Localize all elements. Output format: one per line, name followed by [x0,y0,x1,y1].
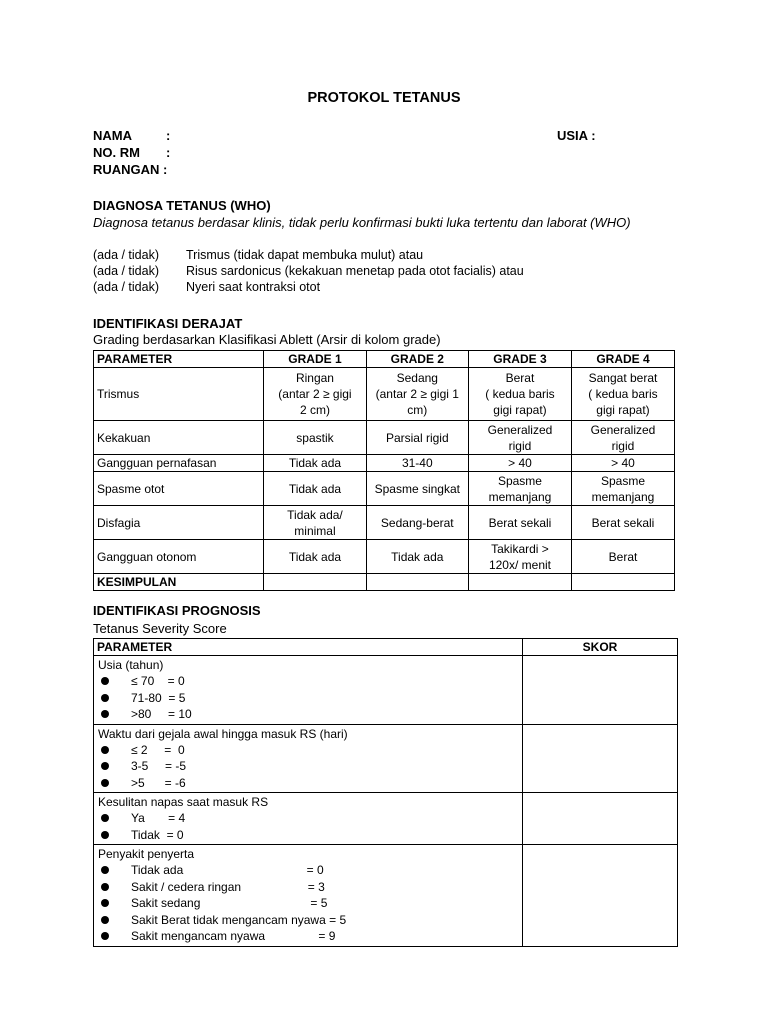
parameter-cell: Trismus [94,368,264,421]
option-item [98,862,518,879]
table-row [94,656,678,725]
bullet-icon [101,677,109,685]
option-text: ≤ 2 = 0 [131,742,185,757]
bullet-icon [101,746,109,754]
parameter-cell [94,656,523,725]
derajat-subheading: Grading berdasarkan Klasifikasi Ablett (Arsir di kolom grade) [93,332,441,347]
option-list [98,810,518,843]
diagnosa-note: Diagnosa tetanus berdasar klinis, tidak perlu konfirmasi bukti luka tertentu dan laborat (WHO) [93,215,631,230]
option-text: 3-5 = -5 [131,759,187,773]
parameter-cell: Spasme otot [94,472,264,506]
table-header-row [94,351,675,368]
grade-2-cell[interactable]: Spasme singkat [366,472,468,506]
document-title: PROTOKOL TETANUS [307,90,461,106]
grade-1-cell[interactable]: Ringan (antar 2 ≥ gigi 2 cm) [264,368,366,421]
field-usia-label: USIA : [557,128,596,143]
bullet-icon [101,932,109,940]
option-text: >80 = 10 [131,707,192,721]
skor-cell[interactable] [523,845,678,947]
field-no-rm-colon: : [166,145,171,160]
table-row [94,368,675,421]
option-text: ≤ 70 = 0 [131,674,185,688]
parameter-title: Kesulitan napas saat masuk RS [98,795,269,809]
grade-4-cell[interactable]: > 40 [571,455,674,472]
criteria-item [93,280,320,294]
option-list [98,862,518,945]
field-no-rm [93,145,170,160]
option-item [98,895,518,912]
parameter-title: Usia (tahun) [98,658,164,672]
grade-1-cell[interactable]: spastik [264,421,366,455]
grade-1-cell[interactable]: Tidak ada [264,455,366,472]
field-ruangan-label: RUANGAN : [93,162,168,177]
criteria-text: Nyeri saat kontraksi otot [186,280,321,294]
option-item [98,827,518,844]
grade-4-cell[interactable]: Sangat berat ( kedua baris gigi rapat) [571,368,674,421]
header-parameter: PARAMETER [94,351,264,368]
grade-3-cell[interactable]: Spasme memanjang [468,472,571,506]
parameter-cell: Disfagia [94,506,264,540]
parameter-cell: Gangguan otonom [94,540,264,574]
prognosis-heading: IDENTIFIKASI PROGNOSIS [93,603,261,618]
parameter-cell: Gangguan pernafasan [94,455,264,472]
table-row [94,472,675,506]
table-header-row [94,639,678,656]
field-nama-colon: : [166,128,171,143]
option-text: Ya = 4 [131,811,186,825]
criteria-text: Trismus (tidak dapat membuka mulut) atau [186,248,424,262]
bullet-icon [101,762,109,770]
header-skor: SKOR [523,639,678,656]
grade-2-cell[interactable]: Sedang (antar 2 ≥ gigi 1 cm) [366,368,468,421]
criteria-status: (ada / tidak) [93,248,160,262]
bullet-icon [101,899,109,907]
grade-4-cell[interactable]: Generalized rigid [571,421,674,455]
grade-3-cell[interactable]: Berat sekali [468,506,571,540]
grade-3-cell[interactable]: Generalized rigid [468,421,571,455]
option-text: Sakit sedang = 5 [131,896,328,910]
header-parameter: PARAMETER [94,639,523,656]
table-row [94,845,678,947]
option-text: Tidak = 0 [131,827,184,842]
conclusion-row [94,574,675,591]
criteria-status: (ada / tidak) [93,280,160,294]
option-text: 71-80 = 5 [131,690,186,705]
option-list [98,742,518,792]
option-text: Sakit / cedera ringan = 3 [131,879,325,894]
table-row [94,540,675,574]
parameter-cell: Kekakuan [94,421,264,455]
bullet-icon [101,866,109,874]
conclusion-cell-grade-1[interactable] [264,574,366,591]
table-row [94,455,675,472]
option-item [98,912,518,929]
grade-4-cell[interactable]: Berat [571,540,674,574]
header-grade-3: GRADE 3 [468,351,571,368]
header-grade-1: GRADE 1 [264,351,366,368]
option-item [98,690,518,707]
option-item [98,810,518,827]
field-nama [93,128,170,143]
skor-cell[interactable] [523,724,678,793]
parameter-title: Waktu dari gejala awal hingga masuk RS (hari) [98,726,348,741]
header-grade-2: GRADE 2 [366,351,468,368]
parameter-cell [94,724,523,793]
diagnosa-heading: DIAGNOSA TETANUS (WHO) [93,198,271,213]
table-row [94,793,678,845]
table-row [94,421,675,455]
grade-3-cell[interactable]: > 40 [468,455,571,472]
grade-1-cell[interactable]: Tidak ada/ minimal [264,506,366,540]
table-row [94,506,675,540]
grade-2-cell[interactable]: Tidak ada [366,540,468,574]
conclusion-cell-grade-4[interactable] [571,574,674,591]
option-item [98,775,518,792]
tetanus-severity-table [93,638,678,947]
conclusion-cell-grade-3[interactable] [468,574,571,591]
skor-cell[interactable] [523,656,678,725]
bullet-icon [101,779,109,787]
option-text: Sakit mengancam nyawa = 9 [131,929,336,943]
option-item [98,673,518,690]
option-list [98,673,518,723]
grade-2-cell[interactable]: Parsial rigid [366,421,468,455]
skor-cell[interactable] [523,793,678,845]
criteria-text: Risus sardonicus (kekakuan menetap pada otot facialis) atau [186,264,524,278]
option-text: Sakit Berat tidak mengancam nyawa = 5 [131,912,347,927]
option-item [98,758,518,775]
grade-1-cell[interactable]: Tidak ada [264,472,366,506]
option-item [98,742,518,759]
grade-3-cell[interactable]: Berat ( kedua baris gigi rapat) [468,368,571,421]
field-no-rm-label: NO. RM [93,145,140,160]
option-item [98,879,518,896]
option-item [98,928,518,945]
conclusion-cell-grade-2[interactable] [366,574,468,591]
field-ruangan [93,162,167,177]
derajat-heading: IDENTIFIKASI DERAJAT [93,316,243,331]
criteria-item [93,264,524,278]
parameter-cell [94,793,523,845]
prognosis-subheading: Tetanus Severity Score [93,621,227,636]
grade-2-cell[interactable]: 31-40 [366,455,468,472]
option-text: Tidak ada = 0 [131,863,324,877]
bullet-icon [101,814,109,822]
parameter-title: Penyakit penyerta [98,847,195,861]
option-item [98,706,518,723]
conclusion-label: KESIMPULAN [94,574,264,591]
table-row [94,724,678,793]
ablett-grade-table [93,350,675,591]
grade-4-cell[interactable]: Berat sekali [571,506,674,540]
grade-1-cell[interactable]: Tidak ada [264,540,366,574]
option-text: >5 = -6 [131,775,186,790]
bullet-icon [101,883,109,891]
parameter-cell [94,845,523,947]
criteria-status: (ada / tidak) [93,264,160,278]
field-nama-label: NAMA [93,128,132,143]
grade-4-cell[interactable]: Spasme memanjang [571,472,674,506]
bullet-icon [101,916,109,924]
grade-3-cell[interactable]: Takikardi > 120x/ menit [468,540,571,574]
criteria-item [93,248,423,262]
bullet-icon [101,710,109,718]
header-grade-4: GRADE 4 [571,351,674,368]
grade-2-cell[interactable]: Sedang-berat [366,506,468,540]
bullet-icon [101,831,109,839]
bullet-icon [101,694,109,702]
